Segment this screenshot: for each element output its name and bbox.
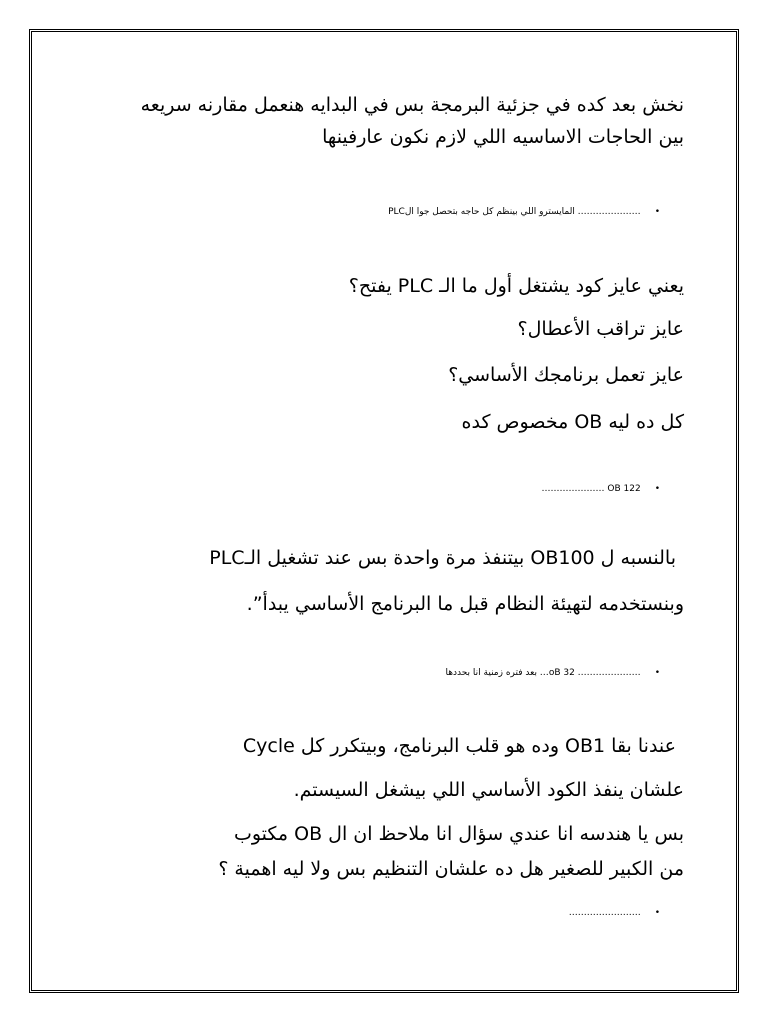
final-question-line-1: بس يا هندسه انا عندي سؤال انا ملاحظ ان ال OB مكتوب — [233, 823, 684, 845]
question-line-3: عايز تعمل برنامجك الأساسي؟ — [448, 364, 684, 386]
bullet-dot: • — [654, 484, 660, 494]
intro-line-2: بين الحاجات الاساسيه اللي لازم نكون عارفينها — [322, 126, 684, 148]
bullet-text-2: OB 122 ………………… — [541, 484, 641, 494]
bullet-item-4 — [569, 908, 660, 918]
question-line-1: يعني عايز كود يشتغل أول ما الـ PLC يفتح؟ — [348, 275, 684, 297]
ob1-line-2: علشان ينفذ الكود الأساسي اللي بيشغل السيستم. — [293, 779, 684, 801]
ob1-line-1: عندنا بقا OB1 وده هو قلب البرنامج، وبيتكرر كل Cycle — [242, 735, 676, 757]
bullet-text-3: ………………… oB 32… بعد فتره زمنية انا بحددها — [445, 668, 641, 678]
question-line-4: كل ده ليه OB مخصوص كده — [461, 411, 684, 433]
bullet-item-3 — [446, 668, 660, 678]
bullet-text-1: ………………… المايسترو اللي بينظم كل حاجه بتحصل جوا الPLC — [388, 207, 641, 217]
bullet-dot: • — [654, 207, 660, 217]
bullet-item-1 — [388, 207, 660, 217]
bullet-item-2 — [542, 484, 661, 494]
bullet-dot: • — [654, 908, 660, 918]
question-line-2: عايز تراقب الأعطال؟ — [517, 318, 684, 340]
ob100-line-2: وبنستخدمه لتهيئة النظام قبل ما البرنامج الأساسي يبدأ”. — [246, 593, 684, 615]
bullet-dot: • — [654, 668, 660, 678]
page-border — [31, 31, 737, 991]
bullet-text-4: …………………… — [568, 908, 641, 918]
intro-line-1: نخش بعد كده في جزئية البرمجة بس في البدايه هنعمل مقارنه سريعه — [140, 94, 684, 116]
final-question-line-2: من الكبير للصغير هل ده علشان التنظيم بس ولا ليه اهمية ؟ — [218, 858, 684, 880]
ob100-line-1: بالنسبه ل OB100 بيتنفذ مرة واحدة بس عند تشغيل الـPLC — [209, 547, 676, 569]
